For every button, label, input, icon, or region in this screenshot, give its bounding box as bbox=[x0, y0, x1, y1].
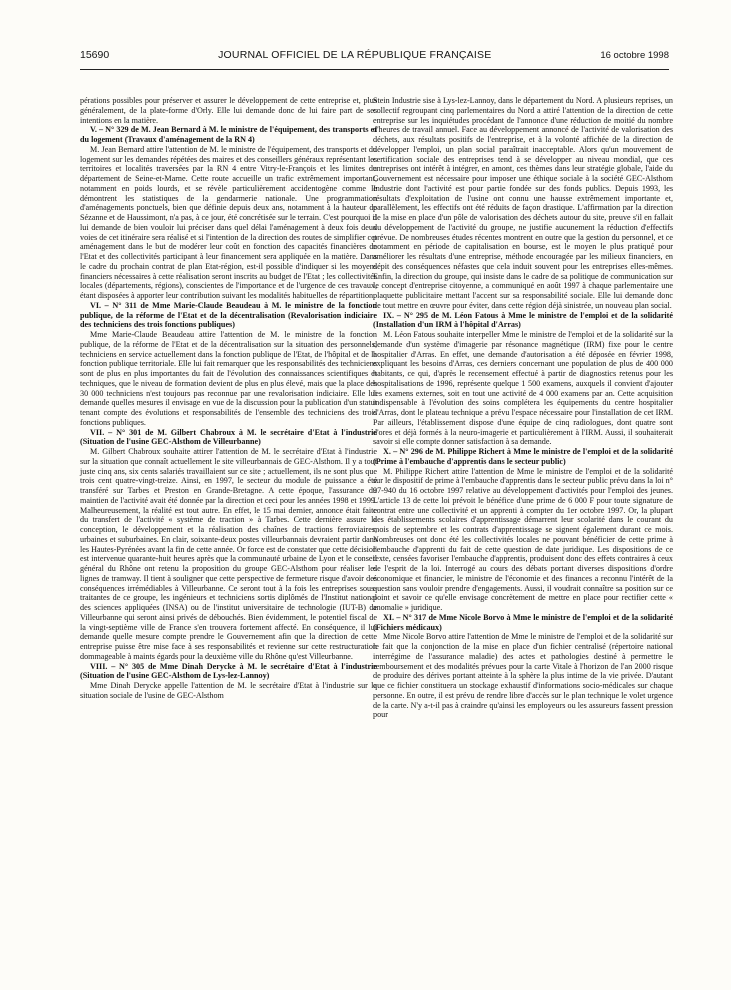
question-body: Mme Dinah Derycke appelle l'attention de M. le secrétaire d'Etat à l'industrie sur la situation sociale de l'usine de GEC-Alsthom bbox=[80, 681, 377, 700]
question-body: M. Philippe Richert attire l'attention de Mme le ministre de l'emploi et de la solidarité sur le dispositif de prime à l'embauche d'apprentis dans le secteur public prévu dans la loi n° 97-940 du 16 octobre 1997 relative au développement d'activités pour l'emploi des jeunes. L'article 13 de cette loi prévoit le bénéfice d'une prime de 6 000 F pour toute signature de contrat entre une collectivité et un apprenti à compter du 1er octobre 1997. Or, la plupart des établissements scolaires d'apprentissage démarrent leur scolarité dans le courant du mois de septembre et les contrats d'apprentissage se signent également durant ce mois. Nombreuses ont donc été les collectivités locales ne pouvant bénéficier de cette prime à l'embauche d'apprenti du fait de cette question de date juridique. Les dispositions de ce texte, censées favoriser l'embauche d'apprentis, produisent donc des effets contraires à ceux de l'esprit de la loi. Interrogé au cours des débats portant diverses dispositions d'ordre économique et financier, le ministre de l'économie et des finances a reconnu l'intérêt de la question sans vouloir prendre d'engagements. Aussi, il voudrait connaître sa position sur ce point et savoir ce qu'elle envisage concrètement de mettre en place pour rectifier cette « anomalie » juridique. bbox=[373, 466, 673, 612]
question-heading: IX. – N° 295 de M. Léon Fatous à Mme le ministre de l'emploi et de la solidarité (Installation d'un IRM à l'hôpital d'Arras) bbox=[373, 310, 673, 330]
question-body: Mme Marie-Claude Beaudeau attire l'attention de M. le ministre de la fonction publique, de la réforme de l'Etat et de la décentralisation sur la situation des personnels, techniciens en service actuellement dans la fonction publique de l'Etat, de l'hôpital et de la fonction publique territoriale. Elle lui fait remarquer que les responsabilités des techniciens sont de plus en plus importantes du fait de l'évolution des connaissances scientifiques et techniques, que le niveau de formation devient de plus en plus élevé, mais que la place des 30 000 techniciens n'est toujours pas reconnue par une revalorisation indiciaire. Elle lui demande quelles mesures il envisage en vue de la discussion pour la publication d'un statut tenant compte des évolutions et responsabilités de l'ensemble des techniciens des trois fonctions publiques. bbox=[80, 330, 377, 427]
question-body: M. Léon Fatous souhaite interpeller Mme le ministre de l'emploi et de la solidarité sur la demande d'un système d'imagerie par résonance magnétique (IRM) fixe pour le centre hospitalier d'Arras. En effet, une demande d'autorisation a été déposée en février 1998, expliquant les besoins d'Arras, ces derniers concernant une population de plus de 400 000 habitants, ce qui, d'après le recensement effectué à partir de diagnostics retenus pour les hospitalisations de 1996, représente quelque 1 500 examens, auxquels il convient d'ajouter les examens externes, soit en tout une activité de 4 000 examens par an. Cette acquisition indispensable à l'évolution des soins complétera les équipements du centre hospitalier d'Arras, dont le plateau technique a prévu l'espace nécessaire pour l'installation de cet IRM. Par ailleurs, l'établissement dispose d'une équipe de cinq radiologues, dont quatre sont d'ores et déjà formés à la neuro-imagerie et particulièrement à l'IRM. Aussi, il souhaiterait savoir si elle compte donner satisfaction à sa demande. bbox=[373, 330, 673, 447]
issue-date: 16 octobre 1998 bbox=[600, 50, 669, 61]
running-header bbox=[80, 49, 669, 70]
question-body: M. Gilbert Chabroux souhaite attirer l'attention de M. le secrétaire d'Etat à l'industrie sur la situation que connaît actuellement le site villeurbannais de GEC-Alsthom. Il y a tout juste cinq ans, six cents salariés travaillaient sur ce site ; actuellement, ils ne sont plus que trois cent quatre-vingt-treize. Ainsi, en 1997, le secteur du module de puissance a été transféré sur Tarbes et Preston en Grande-Bretagne. A cette époque, l'assurance du maintien de l'activité avait été donnée par la direction et ceci pour les années 1998 et 1999. Malheureusement, la réalité est tout autre. En effet, le 15 mai dernier, annonce était faite du transfert de l'activité « système de traction » à Tarbes. Cette dernière assure la conception, le développement et la réalisation des chaînes de tractions ferroviaires, urbaines et suburbaines. En clair, soixante-deux postes villeurbannais devraient partir dans les Hautes-Pyrénées avant la fin de cette année. Or force est de constater que cette décision est intervenue quarante-huit heures après que la communauté urbaine de Lyon et le conseil général du Rhône ont retenu la proposition du groupe GEC-Alsthom pour réaliser les lignes de tramway. Il tient à souligner que cette perspective de fermeture risque d'avoir des conséquences irrémédiables à Villeurbanne. Ce seront tout à la fois les entreprises sous-traitantes de ce groupe, les ingénieurs et techniciens sortis diplômés de l'Institut national des sciences appliquées (INSA) ou de l'institut universitaire de technologie (IUT-B) de Villeurbanne qui seront ainsi privés de débouchés. Bien évidemment, le potentiel fiscal de la vingt-septième ville de France s'en trouvera fortement affecté. En conséquence, il lui demande quelle mesure compte prendre le Gouvernement afin que la direction de cette entreprise puisse être mise face à ses responsabilités et revienne sur cette restructuration dommageable à maints égards pour la deuxième ville du Rhône qu'est Villeurbanne. bbox=[80, 447, 377, 661]
question-heading: VIII. – N° 305 de Mme Dinah Derycke à M. le secrétaire d'Etat à l'industrie (Situation de l'usine GEC-Alsthom de Lys-lez-Lannoy) bbox=[80, 661, 377, 681]
question-heading: VI. – N° 311 de Mme Marie-Claude Beaudeau à M. le ministre de la fonction publique, de la réforme de l'Etat et de la décentralisation (Revalorisation indiciaire des techniciens des trois fonctions publiques) bbox=[80, 300, 377, 330]
question-heading: V. – N° 329 de M. Jean Bernard à M. le ministre de l'équipement, des transports et du logement (Travaux d'aménagement de la RN 4) bbox=[80, 125, 377, 144]
question-body: M. Jean Bernard attire l'attention de M. le ministre de l'équipement, des transports et du logement sur les demandes répétées des maires et des conseillers généraux représentant les territoires et localités traversées par la RN 4 entre Vitry-le-François et les limites du département de Seine-et-Marne. Cette route accueille un trafic extrêmement important, notamment en poids lourds, et se révèle particulièrement accidentogène comme le démontrent les statistiques de la gendarmerie nationale. Une programmation d'aménagements ponctuels, bien que définie depuis deux ans, notamment à la hauteur de Sézanne et de Haussimont, n'a pas, à ce jour, été concrétisée sur le terrain. C'est pourquoi il lui demande de bien vouloir lui préciser dans quel délai l'aménagement à deux fois deux voies de cet itinéraire sera réalisé et si l'intention de la direction des routes de simplifier cet aménagement dans le but de modérer leur coût en fonction des capacités financières de l'Etat et des collectivités participant à leur financement sera appliquée en la matière. Dans le cadre du prochain contrat de plan Etat-région, est-il possible d'indiquer si les moyens financiers nécessaires à cette réalisation seront inscrits au budget de l'Etat ; les collectivités locales (départements, régions), conscientes de l'importance et de l'urgence de ces travaux, étant disposées à apporter leur contribution suivant les modalités habituelles de répartition. bbox=[80, 144, 377, 300]
question-heading: VII. – N° 301 de M. Gilbert Chabroux à M. le secrétaire d'Etat à l'industrie (Situation de l'usine GEC-Alsthom de Villeurbanne) bbox=[80, 427, 377, 447]
page-number: 15690 bbox=[80, 49, 110, 61]
right-column bbox=[373, 96, 673, 720]
paragraph: Stein Industrie sise à Lys-lez-Lannoy, dans le département du Nord. A plusieurs reprises, un collectif regroupant cinq parlementaires du Nord a attiré l'attention de la direction de cette entreprise sur les inquiétudes procédant de l'annonce d'une réduction de moitié du nombre d'heures de travail annuel. Face au développement annoncé de l'activité de valorisation des déchets, aux résultats positifs de l'entreprise, et à la volonté affichée de la direction de développer l'emploi, un plan social paraîtrait inacceptable. Alors qu'un mouvement de certification sociale des entreprises tend à se développer au niveau mondial, que ces entreprises ont intérêt à intégrer, en amont, ces thèmes dans leur stratégie globale, l'aide du Gouvernement est nécessaire pour imposer une éthique sociale à la société GEC-Alsthom Industrie dont l'activité est pour partie fondée sur des fonds publics. Depuis 1993, les résultats d'exploitation de l'usine ont connu une hausse extrêmement importante et, parallèlement, les effectifs ont été réduits de façon drastique. L'affirmation par la direction de la mise en place d'un pôle de valorisation des déchets autour du site, preuve s'il en fallait du développement de l'activité du groupe, ne justifie aucunement la réduction d'effectifs prévue. De nombreuses études récentes montrent en outre que la gestion du personnel, et ce notamment en période de capitalisation en bourse, est le moyen le plus pratiqué pour améliorer les résultats d'une entreprise, méthode encouragée par les milieux financiers, en dépit des conséquences néfastes que cela induit souvent pour les entreprises elles-mêmes. Enfin, la direction du groupe, qui insiste dans le cadre de sa politique de communication sur le concept d'entreprise citoyenne, a communiqué en août 1997 à chaque parlementaire une plaquette publicitaire mettant l'accent sur sa responsabilité sociale. Elle lui demande donc de tout mettre en œuvre pour éviter, dans cette région déjà sinistrée, un nouveau plan social. bbox=[373, 96, 673, 310]
question-heading: XI. – N° 317 de Mme Nicole Borvo à Mme le ministre de l'emploi et de la solidarité (Fichiers médicaux) bbox=[373, 612, 673, 632]
journal-title: JOURNAL OFFICIEL DE LA RÉPUBLIQUE FRANÇAISE bbox=[218, 49, 492, 61]
question-body: Mme Nicole Borvo attire l'attention de Mme le ministre de l'emploi et de la solidarité sur le fait que la conjonction de la mise en place d'un fichier centralisé (répertoire national interrégime de l'assurance maladie) des actes et pathologies destiné à permettre le remboursement et des modalités prévues pour la carte Vitale à l'horizon de l'an 2000 risque de produire des dérives portant atteinte à la sphère la plus intime de la vie privée. D'autant que ce fichier constituera un stockage exhaustif d'informations socio-médicales sur chaque personne. En outre, il est prévu de rendre libre d'accès sur le plan technique le volet urgence de la carte. N'y a-t-il pas à craindre qu'ainsi les employeurs ou les assureurs fassent pression pour bbox=[373, 632, 673, 720]
paragraph: pérations possibles pour préserver et assurer le développement de cette entreprise et, plus généralement, de la plate-forme d'Orly. Elle lui demande donc de lui faire part de ses intentions en la matière. bbox=[80, 96, 377, 125]
question-heading: X. – N° 296 de M. Philippe Richert à Mme le ministre de l'emploi et de la solidarité (Prime à l'embauche d'apprentis dans le secteur public) bbox=[373, 447, 673, 466]
left-column bbox=[80, 96, 377, 701]
